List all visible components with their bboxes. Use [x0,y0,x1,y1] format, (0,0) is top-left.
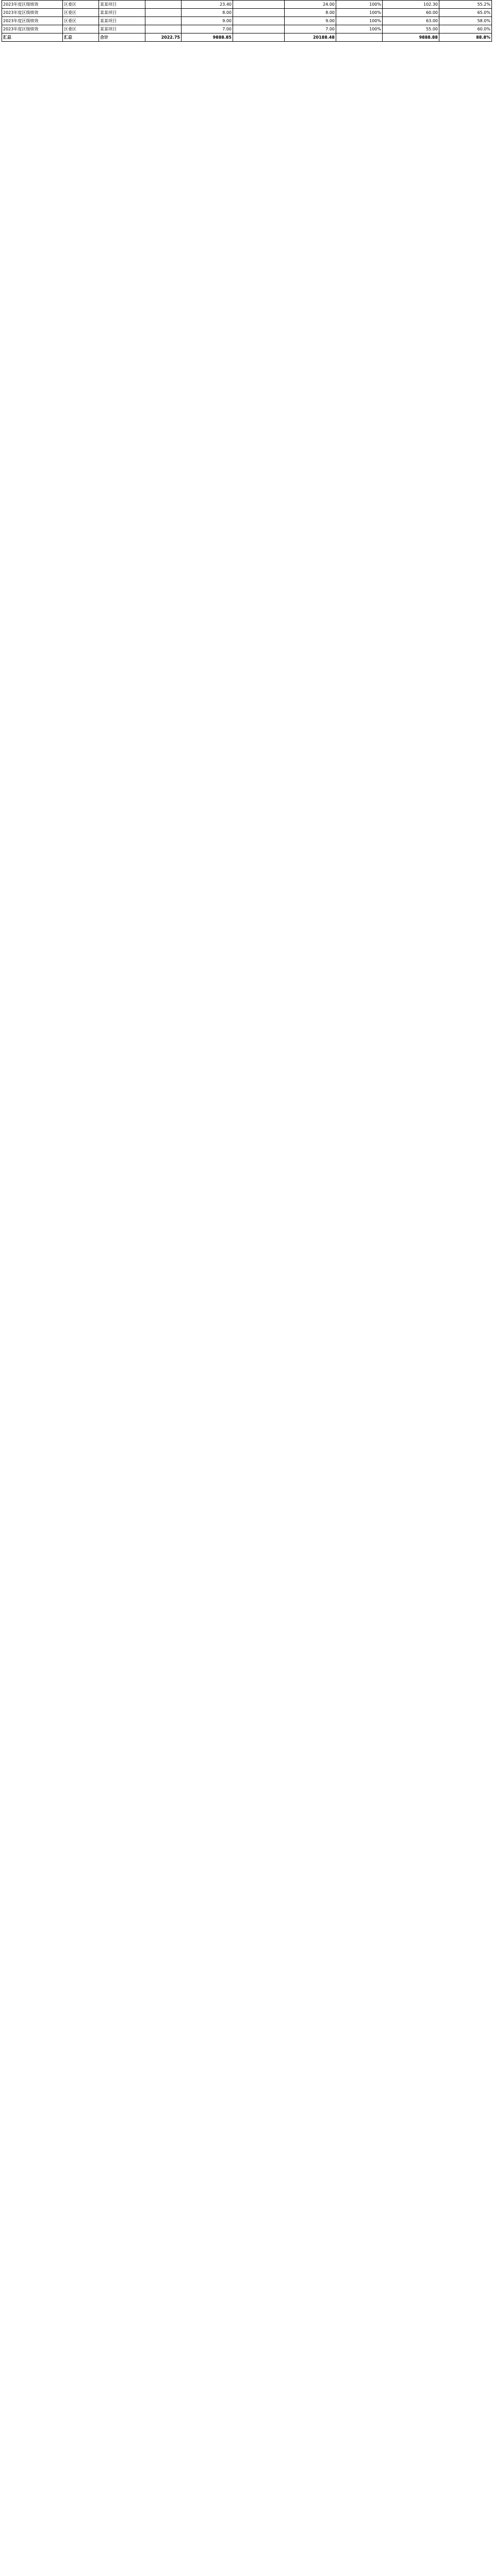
table-cell: 汇总 [2,33,63,42]
table-cell [145,1,182,9]
table-cell [336,33,383,42]
table-cell: 2023年度区级绩效 [2,9,63,17]
table-cell [145,25,182,33]
table-cell: 88.8% [439,33,492,42]
table-cell [233,33,285,42]
table-cell: 23.40 [182,1,233,9]
table-cell: 8.00 [182,9,233,17]
table-cell [233,17,285,25]
table-cell: 63.00 [383,17,439,25]
table-cell: 某某项目 [99,17,145,25]
table-cell: 某某项目 [99,9,145,17]
table-cell [233,9,285,17]
table-cell: 8.00 [285,9,336,17]
table-cell [233,1,285,9]
table-cell [145,9,182,17]
table-cell: 2023年度区级绩效 [2,17,63,25]
table-cell: 区委区 [63,1,99,9]
table-cell [145,17,182,25]
table-cell: 某某项目 [99,1,145,9]
table-cell: 100% [336,1,383,9]
table-cell: 2023年度区级绩效 [2,1,63,9]
table-cell: 9.00 [285,17,336,25]
table-cell: 20188.48 [285,33,336,42]
table-cell: 9888.85 [182,33,233,42]
table-cell: 区委区 [63,17,99,25]
table-cell: 24.00 [285,1,336,9]
table-row [2,17,492,25]
table-cell: 60.00 [383,9,439,17]
table-body [2,1,492,42]
table-cell: 55.00 [383,25,439,33]
table-cell: 60.0% [439,25,492,33]
table-cell: 65.0% [439,9,492,17]
table-cell: 2023年度区级绩效 [2,25,63,33]
table-cell: 7.00 [285,25,336,33]
table-cell: 100% [336,25,383,33]
table-row [2,1,492,9]
table-cell: 100% [336,17,383,25]
table-cell: 9.00 [182,17,233,25]
table-cell: 区委区 [63,9,99,17]
table-row [2,25,492,33]
table-cell: 9888.88 [383,33,439,42]
table-row [2,9,492,17]
table-cell: 7.00 [182,25,233,33]
data-table [2,0,492,42]
table-cell: 2022.75 [145,33,182,42]
table-cell: 100% [336,9,383,17]
table-cell: 55.2% [439,1,492,9]
total-row [2,33,492,42]
table-cell: 区委区 [63,25,99,33]
table-cell: 合计 [99,33,145,42]
table-cell [233,25,285,33]
table-cell: 102.30 [383,1,439,9]
table-cell: 某某项目 [99,25,145,33]
table-cell: 58.0% [439,17,492,25]
table-cell: 汇总 [63,33,99,42]
